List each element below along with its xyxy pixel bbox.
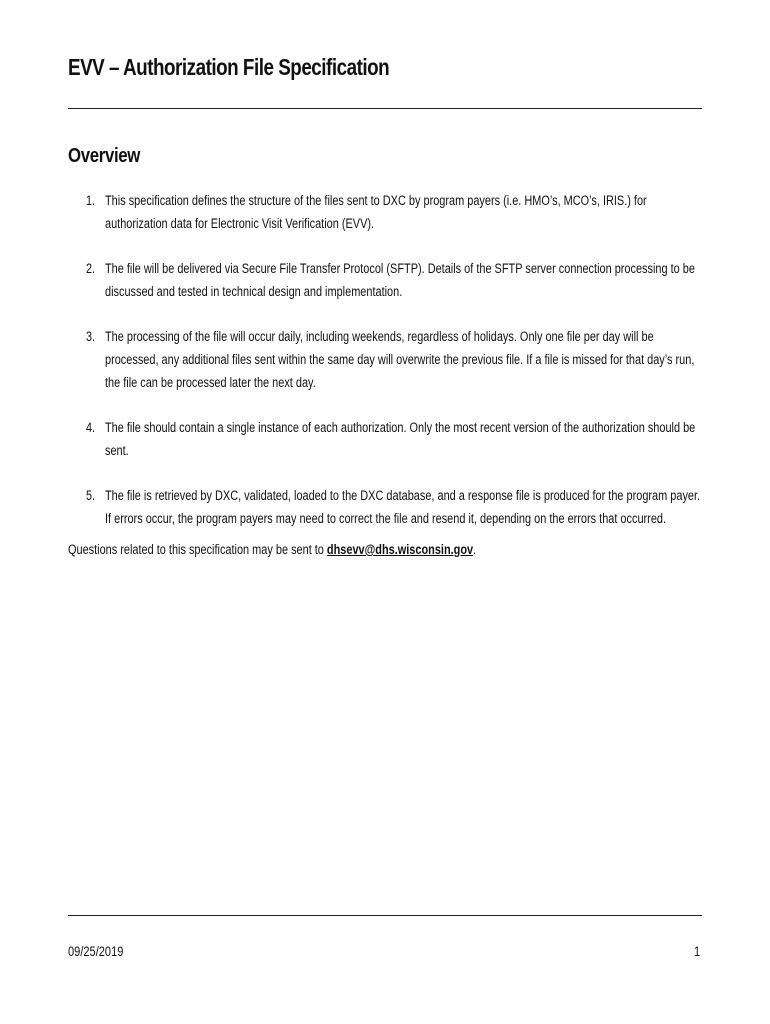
list-item-number: 1. [86,193,96,208]
list-item-text: The file will be delivered via Secure File Transfer Protocol (SFTP). Details of the SFTP server connection processing to be discussed and tested in technical design and implementation. [105,261,695,299]
list-item-number: 3. [86,329,96,344]
list-item [86,189,770,235]
footer-divider [68,915,702,916]
overview-heading: Overview [68,145,141,167]
list-item [86,257,770,303]
page-number: 1 [694,944,701,959]
list-item [86,416,770,462]
list-item-text: The file should contain a single instance of each authorization. Only the most recent version of the authorization should be sent. [105,420,696,458]
questions-suffix: . [473,542,477,557]
list-item [86,325,770,394]
list-item-number: 5. [86,488,96,503]
list-item-text: The file is retrieved by DXC, validated, loaded to the DXC database, and a response file is produced for the program payer. If errors occur, the program payers may need to correct the file and resend it, depending on the errors that occurred. [105,488,701,526]
footer-date: 09/25/2019 [68,944,124,959]
list-item-text: This specification defines the structure of the files sent to DXC by program payers (i.e. HMO’s, MCO’s, IRIS.) for authorization data for Electronic Visit Verification (EVV). [105,193,647,231]
title-divider [68,108,702,109]
list-item [86,484,770,530]
list-item-number: 4. [86,420,96,435]
list-item-text: The processing of the file will occur daily, including weekends, regardless of holidays. Only one file per day will be processed, any additional files sent within the same day will overwrite the previous file. If a file is missed for that day’s run, the file can be processed later the next day. [105,329,695,390]
questions-paragraph [68,538,476,561]
questions-prefix: Questions related to this specification may be sent to [68,542,327,557]
email-link[interactable]: dhsevv@dhs.wisconsin.gov [326,542,474,557]
document-title: EVV – Authorization File Specification [68,54,390,80]
overview-list [86,189,770,552]
list-item-number: 2. [86,261,96,276]
